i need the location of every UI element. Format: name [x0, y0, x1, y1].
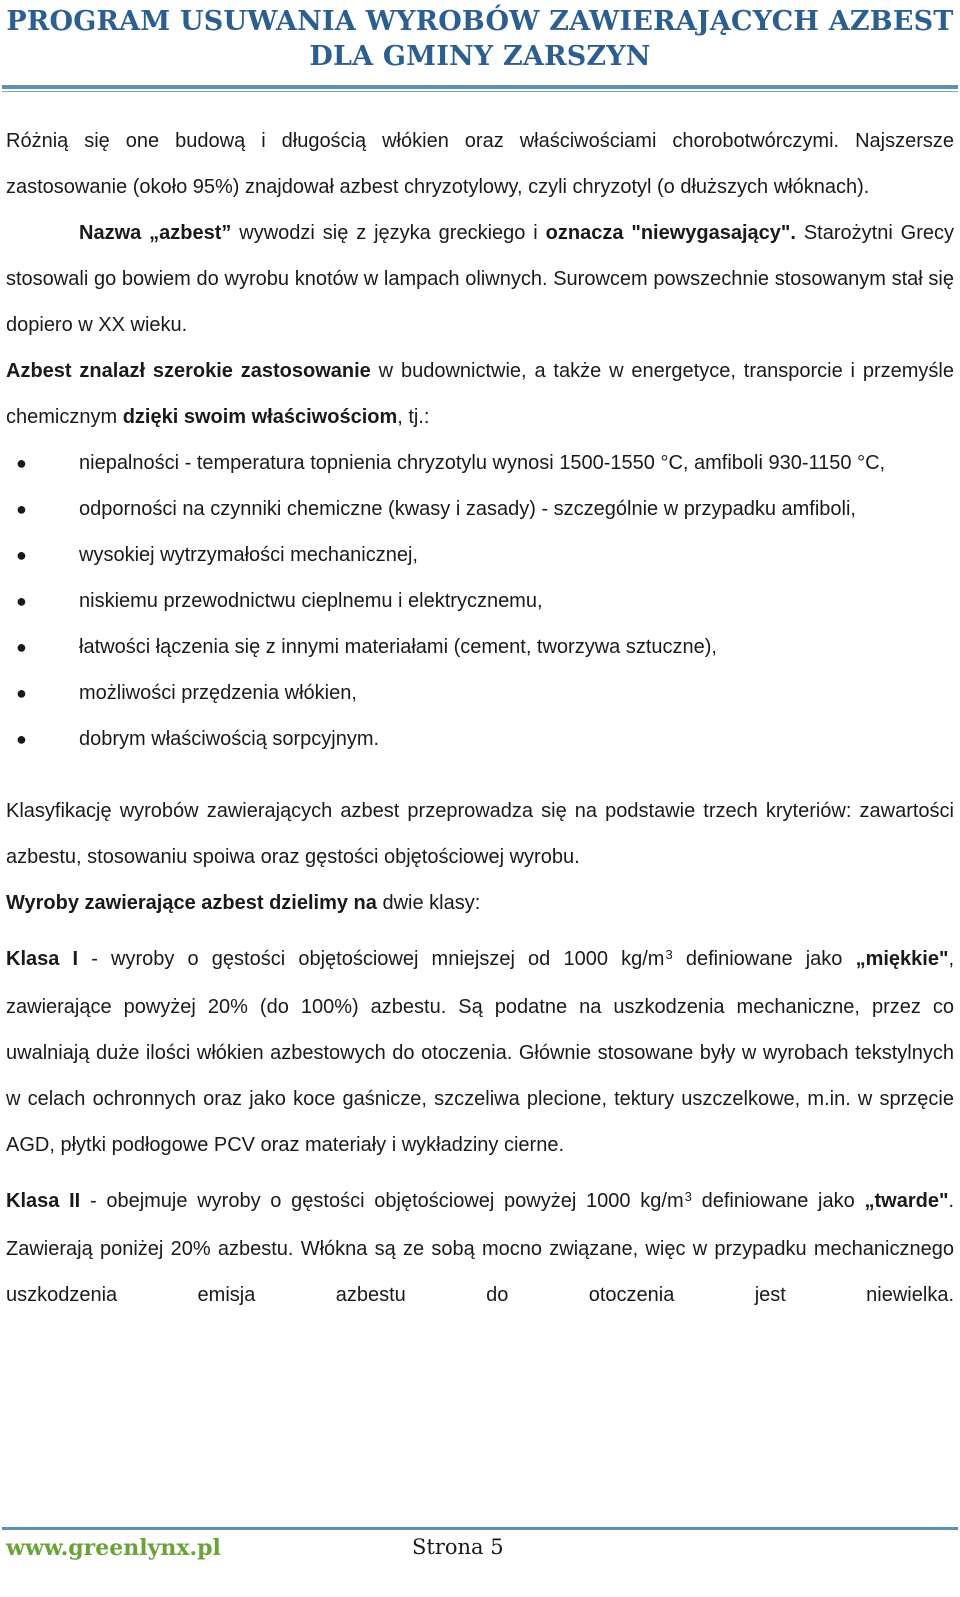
bold-divide: Wyroby zawierające azbest dzielimy na: [6, 892, 377, 914]
class-2-text: definiowane jako: [691, 1190, 865, 1212]
page-header: [0, 0, 960, 74]
class-2-text: - obejmuje wyroby o gęstości objętościowej powyżej 1000 kg/m: [80, 1190, 684, 1212]
paragraph-class-1: [6, 936, 954, 1168]
text-origin: wywodzi się z języka greckiego i: [231, 222, 546, 244]
spacer: [6, 762, 954, 788]
superscript-3: 3: [684, 1189, 692, 1204]
page-number: Strona 5: [412, 1535, 504, 1559]
properties-list: [6, 440, 954, 762]
class-1-text: - wyroby o gęstości objętościowej mniejszej od 1000 kg/m: [78, 948, 665, 970]
list-item: [6, 578, 954, 624]
bullet-icon: ●: [16, 591, 27, 611]
document-body: [6, 118, 954, 1318]
paragraph-classification: Klasyfikację wyrobów zawierających azbest przeprowadza się na podstawie trzech kryteriów: zawartości azbestu, stosowaniu spoiwa oraz gęstości objętościowej wyrobu.: [6, 800, 954, 868]
spacer: [6, 1168, 954, 1178]
bold-hard: „twarde": [864, 1190, 949, 1212]
class-2-text: . Zawierają poniżej 20% azbestu. Włókna są ze sobą mocno związane, więc w przypadku mechanicznego uszkodzenia emisja azbestu do otoczenia jest niewielka.: [6, 1190, 954, 1306]
paragraph-fibers: Różnią się one budową i długością włókien oraz właściwościami chorobotwórczymi. Najszersze zastosowanie (około 95%) znajdował azbest chryzotylowy, czyli chryzotyl (o dłuższych włóknach).: [6, 130, 954, 198]
header-divider: [2, 85, 958, 89]
list-item: [6, 624, 954, 670]
footer-website-link[interactable]: www.greenlynx.pl: [6, 1535, 221, 1561]
list-item: [6, 532, 954, 578]
paragraph-name-origin: [6, 210, 954, 348]
footer-divider: [2, 1527, 958, 1530]
list-item: [6, 670, 954, 716]
bullet-icon: ●: [16, 729, 27, 749]
list-item-text: łatwości łączenia się z innymi materiałami (cement, tworzywa sztuczne),: [79, 636, 717, 658]
list-item: [6, 440, 954, 486]
document-title-line-2: DLA GMINY ZARSZYN: [309, 41, 651, 72]
page-footer: [0, 1533, 960, 1573]
superscript-3: 3: [665, 947, 673, 962]
paragraph-class-2: [6, 1178, 954, 1318]
text-history: Starożytni Grecy stosowali go bowiem do wyrobu knotów w lampach oliwnych. Surowcem powszechnie stosowanym stał się dopiero w XX wieku.: [6, 222, 955, 336]
bullet-icon: ●: [16, 545, 27, 565]
bullet-icon: ●: [16, 683, 27, 703]
bold-wide-use: Azbest znalazł szerokie zastosowanie: [6, 360, 371, 382]
list-item-text: wysokiej wytrzymałości mechanicznej,: [79, 544, 418, 566]
list-item-text: niskiemu przewodnictwu cieplnemu i elektrycznemu,: [79, 590, 543, 612]
list-item: [6, 486, 954, 532]
bullet-icon: ●: [16, 637, 27, 657]
bold-properties: dzięki swoim właściwościom: [122, 406, 398, 428]
list-item-text: możliwości przędzenia włókien,: [79, 682, 357, 704]
list-item-text: niepalności - temperatura topnienia chryzotylu wynosi 1500-1550 °C, amfiboli 930-1150 °C,: [79, 452, 886, 474]
text-industries: w budownictwie, a także w energetyce, transporcie i przemyśle chemicznym: [6, 360, 954, 428]
text-ie: , tj.:: [397, 406, 430, 428]
bullet-icon: ●: [16, 499, 27, 519]
class-1-text: , zawierające powyżej 20% (do 100%) azbestu. Są podatne na uszkodzenia mechaniczne, przez co uwalniają duże ilości włókien azbestowych do otoczenia. Głównie stosowane były w wyrobach tekstylnych w celach ochronnych oraz jako koce gaśnicze, szczeliwa plecione, tektury uszczelkowe, m.in. w sprzęcie AGD, płytki podłogowe PCV oraz materiały i wykładziny cierne.: [6, 948, 954, 1156]
paragraph-applications: [6, 348, 954, 440]
text-two-classes: dwie klasy:: [376, 892, 481, 914]
header-divider-thin: [2, 91, 958, 92]
class-1-text: definiowane jako: [672, 948, 856, 970]
list-item-text: dobrym właściwością sorpcyjnym.: [79, 728, 380, 750]
document-title-line-1: PROGRAM USUWANIA WYROBÓW ZAWIERAJĄCYCH AZBEST: [6, 6, 954, 37]
paragraph-two-classes: [6, 880, 954, 926]
list-item-text: odporności na czynniki chemiczne (kwasy i zasady) - szczególnie w przypadku amfiboli,: [79, 498, 856, 520]
bullet-icon: ●: [16, 453, 27, 473]
class-2-label: Klasa II: [6, 1190, 81, 1212]
bold-soft: „miękkie": [855, 948, 949, 970]
list-item: [6, 716, 954, 762]
bold-name-azbest: Nazwa „azbest”: [79, 222, 232, 244]
bold-meaning: oznacza "niewygasający".: [545, 222, 796, 244]
spacer: [6, 926, 954, 936]
class-1-label: Klasa I: [6, 948, 79, 970]
